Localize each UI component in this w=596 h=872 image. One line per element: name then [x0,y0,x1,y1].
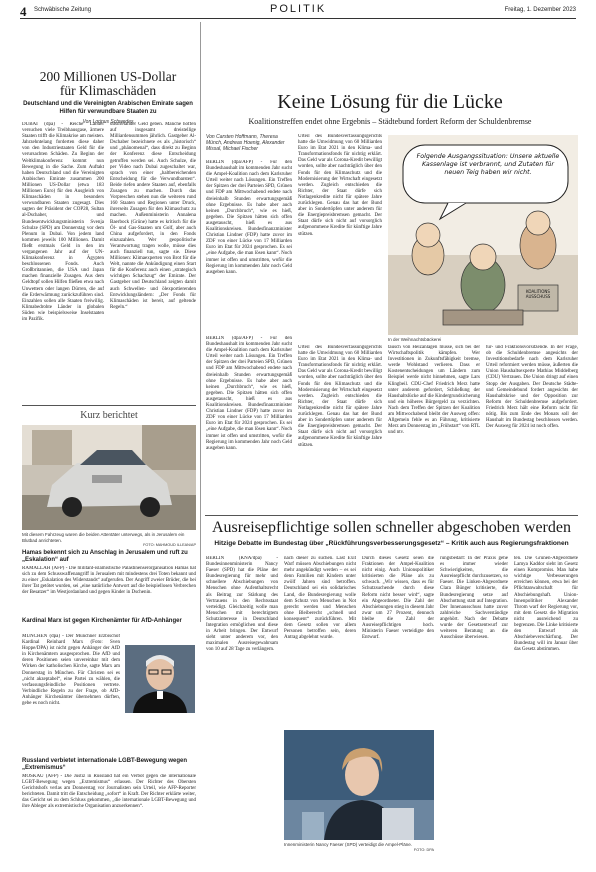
main-col2: Urteil des Bundesverfassungsgerichts hatte die Umwidmung von 60 Milliarden Euro im Etat 2021 in den Klima- und Transformationsfonds für nichtig erklärt. Das Geld war als Corona-Kredit bewilligt worden, sollte aber nachträglich über den Fonds für den Klimaschutz und die Modernisierung der Wirtschaft eingesetzt werden. Zugleich entschieden die Richter, der Staat dürfe sich Notlagenkredite nicht für spätere Jahre zurücklegen. Genau das hat der Bund aber in Sondertöpfen unter anderem für die Energiepreisbremsen gemacht. Der Staat dürfe sich nicht auf vorsorglich aufgenommene Kredite für künftige Jahre stützen. [298,134,382,237]
koalition-cartoon [388,135,578,335]
left-headline-line2: für Klimaschäden [59,83,157,99]
bottom-col3: Durch dieses Gesetz seien die Fraktionen der Ampel-Koalition nicht einig. Auch Unionspolitiker kritisierten die Pläne als zu schwach. „Wir wissen, dass es für Schutzsuchende durch diese Reform nicht besser wird“, sagte ein Abgeordneter. Die Zahl der Abschiebungen stieg in diesem Jahr zwar um 27 Prozent, dennoch bleibe die Zahl der Ausreisepflichtigen hoch. Ministerin Faeser verteidigte den Entwurf. [362,556,434,641]
main-headline: Keine Lösung für die Lücke [277,91,503,113]
left-article-col1: DUBAI (dpa) - Reiche Länder versuchen viele Treibhausgase, ärmere Staaten trifft die Klimakrise am meisten. Jahrzehntelang forderten diese daher von den Industriestaaten Geld für die verursachten Schäden. Zu Beginn der Weltklimakonferenz kommt nun Bewegung in die Sache. Zum Auftakt haben Deutschland und die Vereinigten Arabischen Emirate zusammen 200 Millionen US-Dollar (etwa 183 Millionen Euro) für den Ausgleich von Klimaschäden in besonders verwundbaren Staaten zugesagt. Dies sagten der Präsident der COP28, Sultan al-Dschaber, und Bundesentwicklungsministerin Svenja Schulze (SPD) am Donnerstag vor dem Plenum in Dubai. Von jedem land kommen jeweils 100 Millionen. Damit fließt erstmals Geld in den im vergangenen Jahr auf der UN-Klimakonferenz in Ägypten beschlossenen Fonds. Auch Großbritannien, die USA und Japan machen finanzielle Zusagen. Aus dem Geldtopf sollen Hilfen fließen etwa nach Unwettern oder langen Dürren, die auf die Erderwärmung zurückzuführen sind. Einzahlen sollen alle Staaten freiwillig. Klimabedrohte Länder in globalen Süden wie beispielsweise Inselstaaten im Pazifik. [22,122,104,322]
left-headline [22,70,194,98]
left-headline-line1: 200 Millionen US-Dollar [39,69,177,84]
car-photo-credit: FOTO: MAHMOUD ILLEAN/AP [143,543,196,547]
main-col2b: Urteil des Bundesverfassungsgerichts hatte die Umwidmung von 60 Milliarden Euro im Etat 2021 in den Klima- und Transformationsfonds für nichtig erklärt. Das Geld war als Corona-Kredit bewilligt worden, sollte aber nachträglich über den Fonds für den Klimaschutz und die Modernisierung der Wirtschaft eingesetzt werden. Zugleich entschieden die Richter, der Staat dürfe sich Notlagenkredite nicht für spätere Jahre zurücklegen. Genau das hat der Bund aber in Sondertöpfen unter anderem für die Energiepreisbremsen gemacht. Der Staat dürfe sich nicht auf vorsorglich aufgenommene Kredite für künftige Jahre stützen. [298,345,382,448]
column-divider [200,22,201,622]
section-title: POLITIK [270,3,327,15]
main-col5: tur- und Fraktionsvorsitzende. In der Frage, ob die Schuldenbremse angesichts der Investitionsbedarfe nach dem Karlsruher Urteil reformiert werden müsse, äußerten die Union Haushaltsexperte Mathias Middelberg (CDU) Vertrauen. Die Union dringt auf einen Stopp der Ausgaben. Der Deutsche Städte- und Gemeindebund fordert angesichts der Haushaltskrise und der Opposition zur Reform der Schuldenbremse aufgefordert. Friedrich Merz hält eine Reform nicht für nötig. Bis zum Ende des Monats soll der Haushalt im Bundestag beschlossen werden. Der Ausweg für 2024 ist noch offen. [486,345,578,430]
brief-marx-heading: Kardinal Marx ist gegen Kirchenämter für AfD-Anhänger [22,618,182,624]
paper-name: Schwäbische Zeitung [34,7,92,13]
main-subheadline: Koalitionstreffen endet ohne Ergebnis – Städtebund fordert Reform der Schuldenbremse [248,117,532,126]
brief-russia-heading: Russland verbietet internationale LGBT-Bewegung wegen „Extremismus“ [22,758,188,771]
bottom-col2: nach dieser zu suchen. Last Exit Warf müssen Abschiebungen nicht mehr angekündigt werden – es sei denn Familien mit Kindern unter zwölf Jahren sind betroffen. Deutschland sei ein solidarisches Land, die Bundesregierung wolle dem Schutz von Menschen in Not gerecht werden und Menschen ohne Bleiberecht „schnell und konsequent“ zurückführen. Mit dem Gesetz sollen vor allem Personen betroffen sein, deren Antrag abgelehnt wurde. [284,556,356,641]
bottom-col5: ten. Die Grünen-Abgeordnete Lamya Kaddor sieht im Gesetz einen Kompromiss. Man habe wichtige Verbesserungen erreichen können, etwa bei der Pflichtanwaltschaft für Abschiebungshaft. Union-Innenpolitiker Alexander Throm warf der Regierung vor, mit dem Gesetz die Migration nicht ausreichend zu begrenzen. Die Linke kritisierte den Entwurf als Abschiebeverschärfung. Der Bundestag will im Januar über das Gesetz abstimmen. [514,556,578,653]
brief-russia-body: MOSKAU (AFP) - Die Justiz in Russland hat ein Verbot gegen die internationale LGBT-Bewegung wegen „Extremismus“ erlassen. Der Richter des Obersten Gerichtshofs verlas am Donnerstag vor Journalisten sein Urteil, wie AFP-Reporter berichteten. Damit tritt die Entscheidung „sofort“ in Kraft. Der Richter erklärte weiter, das Gericht sei zu dem Schluss gekommen, „die internationale LGBT-Bewegung und ihre Ableger als extremistische Organisation anzuerkennen“. [22,774,196,810]
faeser-photo-caption: Innenministerin Nancy Faeser (SPD) verteidigt die Ampel-Pläne. [284,842,413,847]
brief-marx-body: MÜNCHEN (dpa) - Der Münchner Erzbischof Kardinal Reinhard Marx (Foto: Sven Hoppe/DPA) ist nicht gegen Anhänger der AfD in Kirchenämtern ausgesprochen. Die AfD und deren Positionen seien unvereinbar mit dem Wirken der katholischen Kirche, sagte Marx am Donnerstag in München. Für Christen sei es „nicht akzeptabel“, eine Partei zu wählen, die verfassungsfeindliche Positionen vertrete. Verbindliche Regeln zu der Frage, ob AfD-Anhänger Kirchenämter übernehmen dürften, gebe es noch nicht. [22,634,120,707]
left-divider [22,405,196,406]
bottom-col1: BERLIN (KNA/dpa) - Bundesinnenministerin Nancy Faeser (SPD) hat die Pläne der Bundesregierung für mehr und schnellere Abschiebungen von Menschen ohne Aufenthaltsrecht als Beitrag zur Stärkung des Vertrauens in den Rechtsstaat verteidigt. Gleichzeitig wolle man Menschen mit berechtigtem Schutzinteresse in Deutschland Integration ermöglichen und diese in Arbeit bringen. Der Entwurf sieht unter anderem vor, den maximalen Ausreisegewahrsam von 10 auf 28 Tage zu verlängern. [206,556,278,653]
main-author: Von Carsten Hoffmann, Theresa Münch, Andreas Hoenig, Alexander Missal, Michael Fischer [206,134,285,152]
bottom-divider [205,515,578,516]
faeser-photo [284,730,434,840]
bottom-headline: Ausreisepflichtige sollen schneller abgeschoben werden [212,519,571,536]
page-number: 4 [20,4,27,19]
brief-hamas-heading: Hamas bekennt sich zu Anschlag in Jerusalem und ruft zu „Eskalation“ auf [22,550,188,563]
cartoon-speech-text: Folgende Ausgangssituation: Unsere aktuelle Kassenlage ist verbrannt, und Zutaten für neuen Teig haben wir nicht. [416,153,560,176]
left-author: Von Lorinus Schwedes [82,118,134,125]
left-article-col2: dustrieländer Geld geben. Manche hoffen auf insgesamt dreistellige Milliardensummen jährlich. Gastgeber Al-Dschaber bezeichnete es als „historisch“ und „phänomenal“, dass direkt zu Beginn der Konferenz diese Entscheidung getroffen werden sei. Auch Schulze, die per Video nach Dubai zugeschaltet war, sprach von einer „haltbereichenden Entscheidung für die Verwundbarsten“. Beide riefen andere Staaten auf, ebenfalls Zusagen zu machen. Durch das Vorpreschen stehen nun die weiteren rund 160 Staaten und Regionen unter Druck, ihrerseits Zusagen für den Klimaschutz zu machen. Außenministerin Annalena Baerbock (Grüne) hatte es kritisch für die Öl- und Gas-Staaten um Golf, aber auch China aufgefordert, in den Fonds einzuzahlen. Wer geopolitische Verantwortung tragen wolle, müsse dies auch finanziell tun, sagte sie. Diese Millionen: Klimaexperten von Brot für die Welt, nannte die Ankündigung einen Start für die Konferenz auch einen „strategisch wichtigen Schachzug“ der Emirate. Der Gastgeber und Deutschland zeigten damit auch Schwellen- und ölexportierenden Entwicklungsländern: „Der Fonds für Klimaschäden ist bereit, auf geltende Regeln.“ [110,122,196,310]
car-photo [22,425,196,530]
bottom-col4: rungsbedarf: In der Praxis gehe es immer wieder Schwierigkeiten, die Ausreisepflicht durchzusetzen, so Faeser. Die Linken-Abgeordnete Clara Bünger kritisierte, die Bundesregierung setze auf Abschottung statt auf Integration. Der Innenausschuss hatte zuvor zahlreiche Sachverständige angehört. Nach der Debatte wurde der Gesetzentwurf zur weiteren Beratung an die Ausschüsse überwiesen. [440,556,508,641]
main-col1b: BERLIN (dpa/AFP) - Für den Bundeshaushalt im kommenden Jahr sucht die Ampel-Koalition nach dem Karlsruher Urteil weiter nach Lösungen. Ein Treffen der Spitzen der drei Parteien SPD, Grünen und FDP am Mittwochabend endete nach dreieinhalb Stunden erwartungsgemäß ohne Ergebnisse. Es habe aber auch keinen „Durchbruch“, wie es hieß, gegeben. Die Spitzen hätten sich offen ausgetauscht, hieß es aus Koalitionskreisen. Bundesfinanzminister Christian Lindner (FDP) hatte zuvor im ZDF von einer Lücke von 17 Milliarden Euro im Etat für 2024 gesprochen. Es sei „eine Aufgabe, die man lösen kann“. Noch immer ist offen und umstritten, wofür die Regierung im kommenden Jahr noch Geld ausgeben kann. [206,336,292,451]
car-photo-caption: Mit diesem Fahrzeug waren die beiden Attentäter unterwegs, als in Jerusalem ein Blutbad anrichteten. [22,532,185,543]
issue-date: Freitag, 1. Dezember 2023 [504,7,576,13]
bottom-subheadline: Hitzige Debatte im Bundestag über „Rückführungsverbesserungsgesetz“ – Kritik auch aus Regierungsfraktionen [214,540,569,547]
brief-hamas-body: RAMALLAH (AFP) - Die militant-islamistische Palästinenserorganisation Hamas hat sich zu dem Schusswaffenangriff in Jerusalem mit mindestens drei Toten bekannt und zu einer „Eskalation des Widerstands“ aufgerufen. Der Angriff zweier Brüder, die bei ihrer Tat getötet wurden, sei „eine natürliche Antwort auf die beispiellosen Verbrechen der Besatzer“ im Westjordanland und gegen Kinder in Dschenin. [22,566,196,596]
marx-photo [125,645,195,713]
cartoon-sign-text: KOALITIONS AUSSCHUSS [525,289,551,299]
left-subheadline: Deutschland und die Vereinigten Arabischen Emirate sagen Hilfen für verwundbare Staaten zu [23,101,193,115]
masthead-rule [20,18,576,19]
left-article [22,70,194,125]
main-col4: tausch von Heizanlagen müsse, sich bei der Wirtschaftspolitik kämpfen. Wer Investitionen in Zukunftsfähigkeit bremse, werde Wohlstand verlieren. Dass er Kostenentscheidungen um Ländern zum Beispiel werde nicht hinnehmen, sagte Lars Klingbeil. CDU-Chef Friedrich Merz hatte unter anderem gefordert, Schließung der Haushaltslücke auf die Kindergrundsicherung und ein höheres Bürgergeld zu verzichten. Nach dem Treffen der Spitzen der Koalition am Mittwochabend bleibt der Ausweg offen: Allgemein fehle es an Führung, kritisierte Merz am Donnerstag im „Frühstart“ von RTL und ntv. [388,345,480,436]
faeser-photo-credit: FOTO: DPA [413,848,434,852]
kurz-heading: Kurz berichtet [80,410,138,421]
cartoon-caption: In der Weihnachtsbäckerei [388,337,442,342]
main-col1: BERLIN (dpa/AFP) - Für den Bundeshaushalt im kommenden Jahr sucht die Ampel-Koalition nach dem Karlsruher Urteil weiter nach Lösungen. Ein Treffen der Spitzen der drei Parteien SPD, Grünen und FDP am Mittwochabend endete nach dreieinhalb Stunden erwartungsgemäß ohne Ergebnisse. Es habe aber auch keinen „Durchbruch“, wie es hieß, gegeben. Die Spitzen hätten sich offen ausgetauscht, hieß es aus Koalitionskreisen. Bundesfinanzminister Christian Lindner (FDP) hatte zuvor im ZDF von einer Lücke von 17 Milliarden Euro im Etat für 2024 gesprochen. Es sei „eine Aufgabe, die man lösen kann“. Noch immer ist offen und umstritten, wofür die Regierung im kommenden Jahr noch Geld ausgeben kann. [206,160,292,275]
